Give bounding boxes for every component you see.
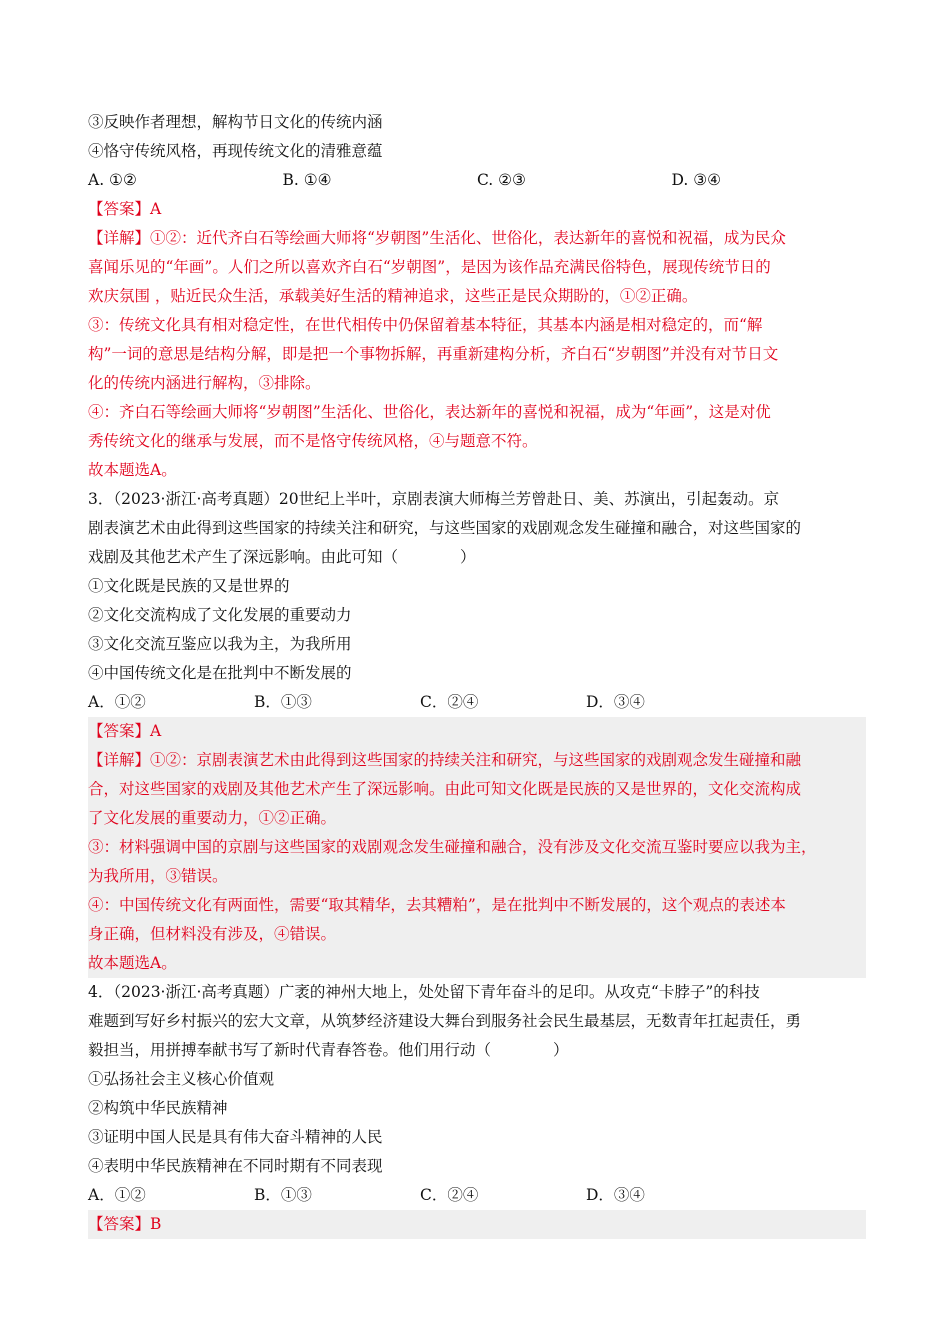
choice-a: A. ①②: [88, 171, 137, 189]
choice-b: B. ①④: [282, 171, 332, 189]
detail-line: ③：传统文化具有相对稳定性，在世代相传中仍保留着基本特征，其基本内涵是相对稳定的，而“解: [88, 316, 763, 334]
choice-c: C．②④: [420, 1186, 479, 1204]
q3-stem: [88, 485, 866, 572]
choice-d: D．③④: [586, 693, 645, 711]
stem-line: 剧表演艺术由此得到这些国家的持续关注和研究，与这些国家的戏剧观念发生碰撞和融合，对这些国家的: [88, 519, 802, 537]
detail-line: ④：中国传统文化有两面性，需要“取其精华，去其糟粕”，是在批判中不断发展的，这个观点的表述本: [88, 896, 786, 914]
detail-line: ④：齐白石等绘画大师将“岁朝图”生活化、世俗化，表达新年的喜悦和祝福，成为“年画”，这是对优: [88, 403, 771, 421]
option-statement-3: ③证明中国人民是具有伟大奋斗精神的人民: [88, 1128, 383, 1146]
q3-conclusion: 故本题选A。: [88, 954, 177, 972]
option-statement-1: ①文化既是民族的又是世界的: [88, 577, 290, 595]
q4-answer-block: [88, 1210, 866, 1239]
option-statement-3: ③文化交流互鉴应以我为主，为我所用: [88, 635, 352, 653]
detail-line: 为我所用，③错误。: [88, 867, 228, 885]
detail-line: 构”一词的意思是结构分解，即是把一个事物拆解，再重新建构分析，齐白石“岁朝图”并没有对节日文: [88, 345, 779, 363]
choice-b: B．①③: [254, 1186, 312, 1204]
q2-conclusion: 故本题选A。: [88, 461, 177, 479]
detail-line: ③：材料强调中国的京剧与这些国家的戏剧观念发生碰撞和融合，没有涉及文化交流互鉴时要应以我为主，: [88, 838, 817, 856]
q3-choices: [88, 688, 866, 717]
stem-line: 3．（2023·浙江·高考真题）20世纪上半叶，京剧表演大师梅兰芳曾赴日、美、苏演出，引起轰动。京: [88, 490, 780, 508]
choice-d: D．③④: [586, 1186, 645, 1204]
choice-c: C. ②③: [477, 171, 526, 189]
stem-line: 难题到写好乡村振兴的宏大文章，从筑梦经济建设大舞台到服务社会民生最基层，无数青年扛起责任，勇: [88, 1012, 802, 1030]
option-statement-2: ②文化交流构成了文化发展的重要动力: [88, 606, 352, 624]
choice-b: B．①③: [254, 693, 312, 711]
option-statement-4: ④恪守传统风格，再现传统文化的清雅意蕴: [88, 142, 383, 160]
option-statement-1: ①弘扬社会主义核心价值观: [88, 1070, 275, 1088]
q2-answer: 【答案】A: [88, 200, 162, 218]
detail-line: 身正确，但材料没有涉及，④错误。: [88, 925, 337, 943]
q4-answer: 【答案】B: [88, 1215, 162, 1233]
detail-line: 喜闻乐见的“年画”。人们之所以喜欢齐白石“岁朝图”，是因为该作品充满民俗特色，展现传统节日的: [88, 258, 771, 276]
q2-choices: [88, 166, 866, 195]
detail-line: 合，对这些国家的戏剧及其他艺术产生了深远影响。由此可知文化既是民族的又是世界的，文化交流构成: [88, 780, 802, 798]
detail-line: 【详解】①②：近代齐白石等绘画大师将“岁朝图”生活化、世俗化，表达新年的喜悦和祝福，成为民众: [88, 229, 786, 247]
q4-stem: [88, 978, 866, 1065]
document-page: [88, 108, 866, 1239]
detail-line: 【详解】①②：京剧表演艺术由此得到这些国家的持续关注和研究，与这些国家的戏剧观念发生碰撞和融: [88, 751, 802, 769]
detail-line: 秀传统文化的继承与发展，而不是恪守传统风格，④与题意不符。: [88, 432, 538, 450]
q3-items: [88, 572, 866, 688]
option-statement-4: ④中国传统文化是在批判中不断发展的: [88, 664, 352, 682]
q3-answer-block: [88, 717, 866, 978]
detail-line: 欢庆氛围 ，贴近民众生活，承载美好生活的精神追求，这些正是民众期盼的，①②正确。: [88, 287, 698, 305]
q2-detail: [88, 224, 866, 456]
detail-line: 了文化发展的重要动力，①②正确。: [88, 809, 337, 827]
choice-a: A．①②: [88, 1186, 146, 1204]
q3-answer: 【答案】A: [88, 722, 162, 740]
q4-choices: [88, 1181, 866, 1210]
choice-a: A．①②: [88, 693, 146, 711]
choice-c: C．②④: [420, 693, 479, 711]
option-statement-4: ④表明中华民族精神在不同时期有不同表现: [88, 1157, 383, 1175]
option-statement-3: ③反映作者理想，解构节日文化的传统内涵: [88, 113, 383, 131]
choice-d: D. ③④: [671, 171, 722, 189]
detail-line: 化的传统内涵进行解构，③排除。: [88, 374, 321, 392]
stem-line: 毅担当，用拼搏奉献书写了新时代青春答卷。他们用行动（ ）: [88, 1041, 569, 1059]
option-statement-2: ②构筑中华民族精神: [88, 1099, 228, 1117]
q4-items: [88, 1065, 866, 1181]
stem-line: 4．（2023·浙江·高考真题）广袤的神州大地上，处处留下青年奋斗的足印。从攻克“卡脖子”的科技: [88, 983, 760, 1001]
q2-items: [88, 108, 866, 166]
stem-line: 戏剧及其他艺术产生了深远影响。由此可知（ ）: [88, 548, 476, 566]
